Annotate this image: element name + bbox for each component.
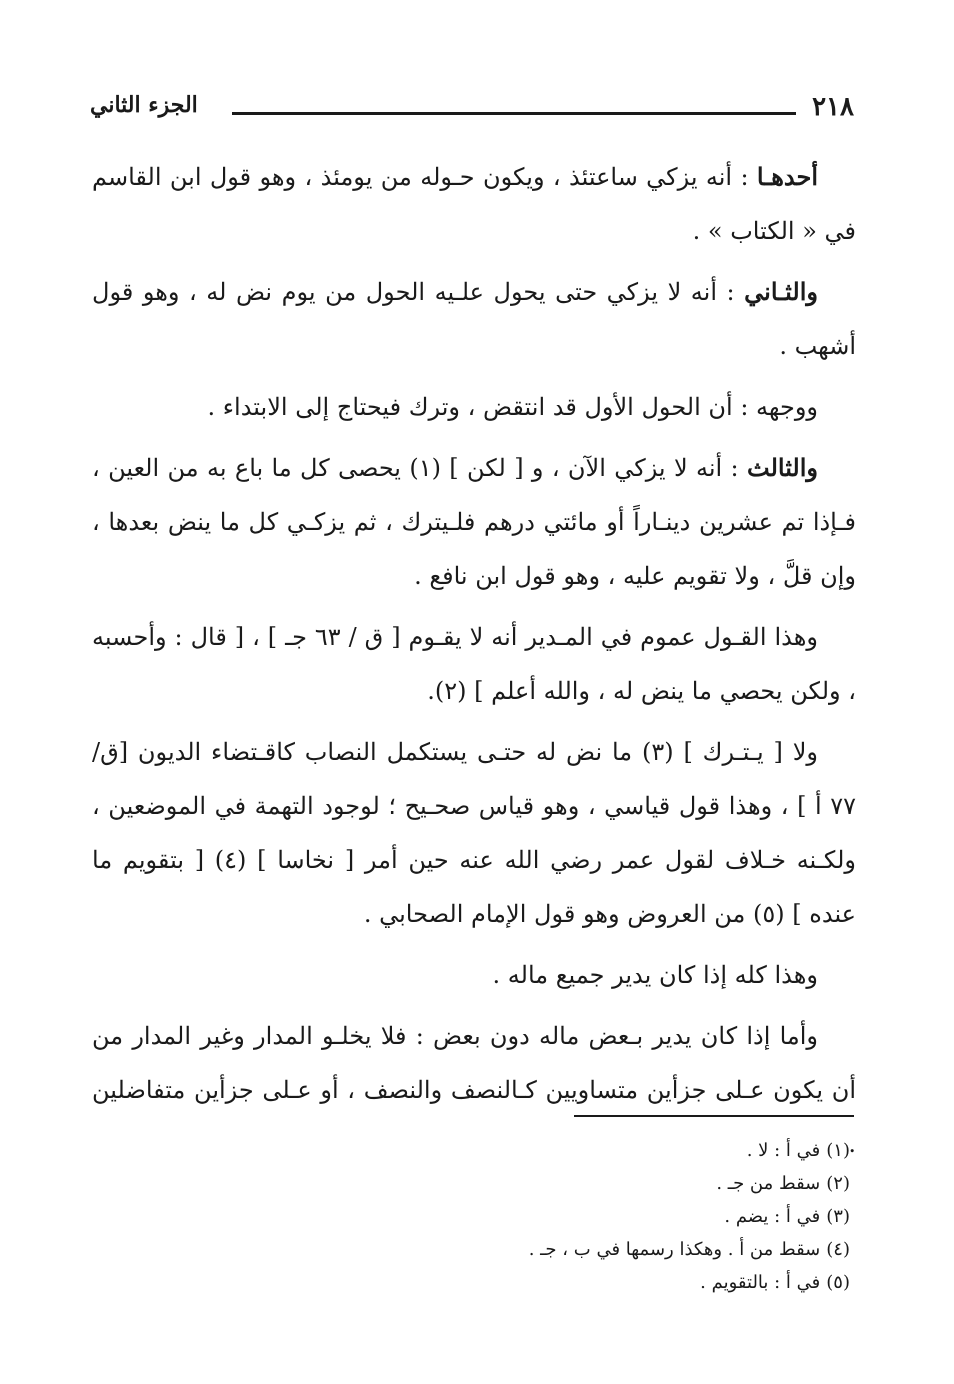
paragraph-lead: والثـاني xyxy=(744,277,818,306)
footnote-item xyxy=(90,1233,850,1266)
paragraph-text: ووجهه : أن الحول الأول قد انتقض ، وترك فيحتاج إلى الابتداء . xyxy=(207,393,818,421)
paragraph-general-statement xyxy=(92,610,856,718)
footnote-text: في أ : يضم . xyxy=(724,1206,821,1227)
paragraph-text: وأما إذا كان يدير بـعض ماله دون بعض : فلا يخلـو المدار وغير المدار من أن يكون عـلى جزأين متساويين كـالنصف والنصف ، أو عـلى جزأين متفاضلين . xyxy=(92,1022,856,1158)
paragraph-first-opinion xyxy=(92,150,856,258)
footnote-number: (١) xyxy=(826,1140,850,1161)
paragraph-reasoning xyxy=(92,380,856,434)
footnote-number: (٣) xyxy=(826,1206,850,1227)
paragraph-lead: والثالث xyxy=(747,453,819,482)
paragraph-analogy xyxy=(92,725,856,941)
volume-title: الجزء الثاني xyxy=(90,92,198,118)
footnote-text: في أ : لا . xyxy=(746,1140,821,1161)
footnote-item xyxy=(90,1266,850,1299)
footnote-item xyxy=(90,1200,850,1233)
paragraph-text: : أنه لا يزكي حتى يحول علـيه الحول من يوم نض له ، وهو قول أشهب . xyxy=(92,278,856,360)
footnote-number: (٢) xyxy=(826,1173,850,1194)
footnote-text: سقط من جـ . xyxy=(716,1173,821,1194)
footnote-item xyxy=(90,1134,850,1167)
paragraph-third-opinion xyxy=(92,441,856,603)
paragraph-text: ولا [ يـتـرك ] (٣) ما نض له حتـى يستكمل النصاب كاقـتضاء الديون [ق/ ٧٧ أ ] ، وهذا قول قياسي ، وهو قياس صحـيح ؛ لوجود التهمة في الموضعين ، ولكـنه خـلاف لقول عمر رضي الله عنه حين أمر [ نخاسا ] (٤) [ بتقويم ما عنده ] (٥) من العروض وهو قول الإمام الصحابي . xyxy=(92,738,856,928)
footnote-separator xyxy=(574,1115,854,1117)
paragraph-all-wealth xyxy=(92,948,856,1002)
paragraph-text: وهذا القـول عموم في المـدير أنه لا يقـوم [ ق / ٦٣ جـ ] ، [ قال : وأحسبه ، ولكن يحصي ما ينض له ، والله أعلم ] (٢). xyxy=(92,623,856,705)
header-rule xyxy=(232,112,796,115)
paragraph-lead: أحدهـا xyxy=(756,162,818,191)
paragraph-second-opinion xyxy=(92,265,856,373)
footnote-text: سقط من أ . وهكذا رسمها في ب ، جـ . xyxy=(528,1239,821,1260)
main-text xyxy=(92,150,856,1178)
footnote-number: (٤) xyxy=(826,1239,850,1260)
paragraph-text: : أنه لا يزكي الآن ، و [ لكن ] (١) يحصى كل ما باع به من العين ، فـإذا تم عشرين دينـاراً أو مائتي درهم فلـيترك ، ثم يزكـي كل ما ينض بعدها ، وإن قلَّ ، ولا تقويم عليه ، وهو قول ابن نافع . xyxy=(92,454,856,590)
footnotes xyxy=(90,1134,850,1299)
paragraph-text: وهذا كله إذا كان يدير جميع ماله . xyxy=(492,961,818,989)
paragraph-text: : أنه يزكي ساعتئذ ، ويكون حـوله من يومئذ ، وهو قول ابن القاسم في « الكتاب » . xyxy=(92,163,856,245)
footnote-item xyxy=(90,1167,850,1200)
page-number: ٢١٨ xyxy=(812,92,854,122)
footnote-text: في أ : بالتقويم . xyxy=(700,1272,821,1293)
footnote-number: (٥) xyxy=(826,1272,850,1293)
